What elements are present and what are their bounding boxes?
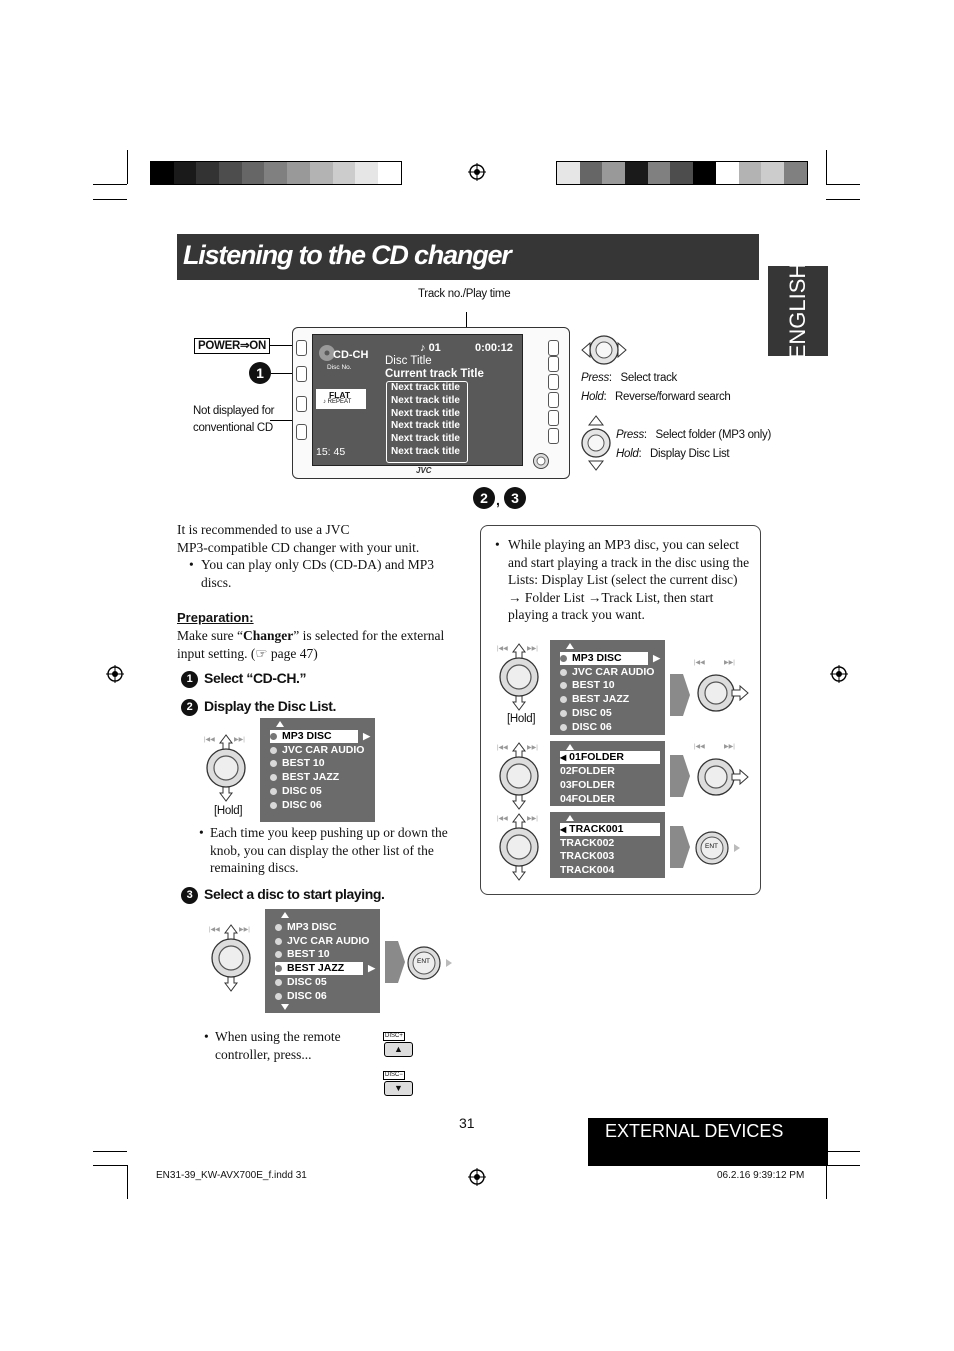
color-swatch bbox=[580, 162, 603, 184]
list-item[interactable] bbox=[270, 743, 365, 757]
page-title: Listening to the CD changer bbox=[183, 240, 511, 270]
side-button[interactable] bbox=[548, 428, 559, 444]
svg-text:▶▶|: ▶▶| bbox=[724, 744, 735, 750]
list-item[interactable] bbox=[560, 765, 660, 778]
color-swatch bbox=[174, 162, 197, 184]
list-item[interactable] bbox=[560, 850, 660, 863]
list-item-label: 03FOLDER bbox=[560, 778, 615, 791]
ent-label: ENT bbox=[705, 843, 718, 850]
side-button[interactable] bbox=[296, 424, 307, 440]
list-item[interactable] bbox=[275, 934, 370, 948]
list-item-label: DISC 05 bbox=[282, 784, 322, 797]
list-item-label: 01FOLDER bbox=[569, 751, 624, 763]
disc-icon bbox=[270, 760, 277, 767]
disc-icon bbox=[560, 669, 567, 676]
source-button[interactable] bbox=[296, 366, 307, 382]
knob2-press: Press: Select folder (MP3 only) bbox=[616, 429, 772, 441]
color-swatch bbox=[716, 162, 739, 184]
crop-mark bbox=[826, 199, 860, 200]
svg-text:▶▶|: ▶▶| bbox=[239, 927, 250, 933]
source-name: CD-CH bbox=[333, 349, 369, 361]
step-1-marker: 1 bbox=[249, 362, 271, 384]
disc-icon bbox=[270, 802, 277, 809]
list-item-label: BEST JAZZ bbox=[287, 962, 345, 975]
crop-mark bbox=[93, 1151, 127, 1152]
back-arrow-icon: ◀ bbox=[560, 753, 567, 762]
svg-text:▶▶|: ▶▶| bbox=[724, 660, 735, 666]
forward-arrow-icon: ▶ bbox=[368, 963, 375, 974]
language-tab-label: ENGLISH bbox=[785, 262, 810, 360]
svg-text:▶▶|: ▶▶| bbox=[527, 745, 538, 751]
list-item[interactable] bbox=[270, 771, 358, 784]
disc-no-label: Disc No. bbox=[327, 364, 352, 371]
registration-mark bbox=[830, 665, 848, 683]
knob1-press: Press: Select track bbox=[581, 372, 677, 384]
color-swatch bbox=[761, 162, 784, 184]
disc-list-panel bbox=[260, 718, 375, 822]
disc-title: Disc Title bbox=[385, 355, 432, 367]
list-item-label: JVC CAR AUDIO bbox=[282, 743, 365, 756]
list-item-label: JVC CAR AUDIO bbox=[572, 665, 655, 678]
next-track-title: Next track title bbox=[391, 382, 460, 393]
knob-step3[interactable] bbox=[205, 923, 257, 993]
step-3-marker: 3 bbox=[504, 487, 526, 509]
crop-mark bbox=[826, 150, 827, 184]
color-swatch bbox=[264, 162, 287, 184]
side-button[interactable] bbox=[548, 356, 559, 372]
knob-track[interactable] bbox=[493, 812, 545, 882]
step-3-heading: 3 Select a disc to start playing. bbox=[181, 886, 385, 904]
hold-knob-mp3[interactable] bbox=[493, 642, 545, 712]
list-item-label: BEST JAZZ bbox=[572, 693, 630, 706]
color-swatch bbox=[219, 162, 242, 184]
disc-down-label: DISC− bbox=[385, 1072, 403, 1078]
knob1-hold: Hold: Reverse/forward search bbox=[581, 391, 731, 403]
list-item[interactable] bbox=[560, 823, 660, 836]
list-item-label: JVC CAR AUDIO bbox=[287, 934, 370, 947]
arrow-right-icon: ⇒ bbox=[239, 340, 250, 352]
disc-icon bbox=[560, 696, 567, 703]
next-track-title: Next track title bbox=[391, 433, 460, 445]
crop-mark bbox=[93, 199, 127, 200]
svg-text:|◀◀: |◀◀ bbox=[209, 927, 220, 933]
preparation-label: Preparation: bbox=[177, 610, 254, 625]
arrow-right-icon bbox=[384, 940, 406, 984]
side-button[interactable] bbox=[548, 340, 559, 356]
arrow-right-icon bbox=[669, 673, 691, 717]
list-item[interactable] bbox=[275, 962, 375, 975]
list-item-label: TRACK002 bbox=[560, 836, 615, 849]
list-item[interactable] bbox=[270, 757, 358, 770]
svg-text:▶▶|: ▶▶| bbox=[234, 737, 245, 743]
knob-right-push-2[interactable] bbox=[692, 740, 750, 798]
list-item[interactable] bbox=[560, 779, 660, 792]
registration-mark bbox=[106, 665, 124, 683]
flat-badge: FLAT ♪ REPEAT bbox=[316, 389, 366, 409]
forward-arrow-icon: ▶ bbox=[363, 731, 370, 741]
ent-button-icon[interactable] bbox=[406, 943, 456, 983]
forward-arrow-icon: ▶ bbox=[653, 653, 660, 663]
not-displayed-note: Not displayed for conventional CD bbox=[193, 405, 275, 434]
scroll-up-icon bbox=[566, 643, 574, 649]
crop-mark bbox=[93, 184, 127, 185]
list-item[interactable] bbox=[560, 721, 648, 734]
color-swatch bbox=[151, 162, 174, 184]
mp3-note: • While playing an MP3 disc, you can select and start playing a track in the disc using the Lists: Display List (select the current disc) → Folder List →Track List, then start playing a track you want. bbox=[495, 537, 750, 622]
page-number: 31 bbox=[459, 1115, 475, 1131]
disc-icon bbox=[275, 965, 282, 972]
color-swatch bbox=[196, 162, 219, 184]
list-item[interactable] bbox=[560, 707, 648, 720]
disc-icon bbox=[275, 938, 282, 945]
side-button[interactable] bbox=[296, 396, 307, 412]
svg-text:|◀◀: |◀◀ bbox=[694, 660, 705, 666]
list-item-label: MP3 DISC bbox=[282, 730, 332, 742]
title-banner bbox=[177, 234, 759, 280]
color-bar-right bbox=[556, 161, 808, 185]
svg-text:|◀◀: |◀◀ bbox=[694, 744, 705, 750]
svg-text:▶▶|: ▶▶| bbox=[527, 646, 538, 652]
track-label: Track no./Play time bbox=[418, 288, 511, 300]
footer-file: EN31-39_KW-AVX700E_f.indd 31 bbox=[156, 1170, 307, 1181]
hold-knob-step2[interactable] bbox=[200, 733, 252, 803]
next-track-title: Next track title bbox=[391, 446, 460, 457]
folder-list-panel bbox=[550, 741, 665, 806]
color-swatch bbox=[242, 162, 265, 184]
registration-mark bbox=[468, 1168, 486, 1186]
step-2-heading: 2 Display the Disc List. bbox=[181, 698, 336, 716]
unit-knob[interactable] bbox=[532, 452, 550, 470]
step-separator: , bbox=[496, 492, 500, 508]
list-item[interactable] bbox=[560, 679, 648, 692]
list-item[interactable] bbox=[560, 652, 660, 665]
list-item[interactable] bbox=[560, 751, 660, 764]
power-button[interactable] bbox=[296, 340, 307, 356]
svg-text:▶▶|: ▶▶| bbox=[527, 816, 538, 822]
list-item[interactable] bbox=[560, 693, 648, 706]
list-item[interactable] bbox=[270, 730, 370, 743]
list-item[interactable] bbox=[275, 976, 363, 989]
svg-text:|◀◀: |◀◀ bbox=[497, 745, 508, 751]
disc-icon bbox=[275, 951, 282, 958]
language-tab bbox=[768, 262, 828, 360]
disc-icon bbox=[270, 747, 277, 754]
scroll-down-icon bbox=[281, 1004, 289, 1010]
control-knob-bottom[interactable] bbox=[578, 414, 614, 472]
color-swatch bbox=[784, 162, 807, 184]
list-item[interactable] bbox=[560, 837, 660, 850]
next-track-title: Next track title bbox=[391, 407, 460, 419]
disc-icon bbox=[560, 710, 567, 717]
crop-mark bbox=[826, 184, 860, 185]
intro-line-1: It is recommended to use a JVC bbox=[177, 522, 350, 537]
intro-line-2: MP3-compatible CD changer with your unit. bbox=[177, 540, 420, 555]
hold-label-mp3: [Hold] bbox=[507, 713, 536, 725]
disc-up-label: DISC+ bbox=[385, 1033, 403, 1039]
disc-icon bbox=[560, 724, 567, 731]
svg-text:|◀◀: |◀◀ bbox=[497, 646, 508, 652]
crop-mark bbox=[93, 1165, 127, 1166]
ent-button-icon[interactable] bbox=[694, 828, 744, 868]
disc-icon bbox=[275, 979, 282, 986]
knob2-hold: Hold: Display Disc List bbox=[616, 448, 730, 460]
list-item[interactable] bbox=[270, 785, 358, 798]
list-item[interactable] bbox=[275, 990, 363, 1003]
list-item-label: 02FOLDER bbox=[560, 764, 615, 777]
color-swatch bbox=[557, 162, 580, 184]
list-item-label: BEST 10 bbox=[572, 679, 615, 692]
ent-label: ENT bbox=[417, 958, 430, 965]
disc-icon bbox=[270, 733, 277, 740]
section-tab bbox=[588, 1118, 828, 1166]
mp3-disc-list-panel bbox=[550, 640, 665, 735]
track-list-panel bbox=[550, 812, 665, 878]
side-button[interactable] bbox=[548, 392, 559, 408]
list-item[interactable] bbox=[560, 864, 660, 877]
next-track-title: Next track title bbox=[391, 420, 460, 432]
step-2-marker: 2 bbox=[473, 487, 495, 509]
list-item-label: 04FOLDER bbox=[560, 792, 615, 805]
list-item-label: BEST 10 bbox=[282, 757, 325, 770]
power-text: POWER bbox=[198, 340, 240, 352]
step-1-heading: 1 Select “CD-CH.” bbox=[181, 670, 306, 688]
color-swatch bbox=[648, 162, 671, 184]
svg-text:|◀◀: |◀◀ bbox=[497, 816, 508, 822]
disc-icon bbox=[270, 774, 277, 781]
list-item[interactable] bbox=[275, 921, 363, 934]
hold-label: [Hold] bbox=[214, 805, 243, 817]
crop-mark bbox=[127, 1165, 128, 1199]
list-item-label: MP3 DISC bbox=[572, 652, 622, 664]
knob-folder[interactable] bbox=[493, 741, 545, 811]
footer-timestamp: 06.2.16 9:39:12 PM bbox=[717, 1170, 805, 1181]
disc-list-panel-select bbox=[265, 909, 380, 1013]
color-swatch bbox=[739, 162, 762, 184]
disc-icon bbox=[275, 924, 282, 931]
intro-bullet: • You can play only CDs (CD-DA) and MP3 discs. bbox=[189, 557, 435, 590]
arrow-right-icon bbox=[669, 754, 691, 798]
list-item-label: BEST 10 bbox=[287, 948, 330, 961]
list-item-label: DISC 06 bbox=[287, 989, 327, 1002]
crop-mark bbox=[826, 1165, 860, 1166]
color-swatch bbox=[378, 162, 401, 184]
current-track-title: Current track Title bbox=[385, 368, 484, 380]
crop-mark bbox=[826, 1165, 827, 1199]
section-tab-label: EXTERNAL DEVICES bbox=[605, 1121, 784, 1141]
color-bar-left bbox=[150, 161, 402, 185]
back-arrow-icon: ◀ bbox=[560, 825, 567, 834]
list-item[interactable] bbox=[270, 799, 358, 812]
disc-down-button[interactable]: ▼ bbox=[384, 1081, 413, 1096]
crop-mark bbox=[127, 150, 128, 184]
disc-icon bbox=[560, 682, 567, 689]
registration-mark bbox=[468, 163, 486, 181]
list-item-label: TRACK003 bbox=[560, 850, 615, 863]
crop-mark bbox=[826, 1151, 860, 1152]
color-swatch bbox=[693, 162, 716, 184]
disc-icon bbox=[560, 655, 567, 662]
list-item-label: DISC 06 bbox=[282, 798, 322, 811]
power-on-label bbox=[194, 338, 270, 354]
svg-text:|◀◀: |◀◀ bbox=[204, 737, 215, 743]
color-swatch bbox=[602, 162, 625, 184]
side-button[interactable] bbox=[548, 374, 559, 390]
preparation-text: Make sure “Changer” is selected for the external input setting. (☞ page 47) bbox=[177, 628, 445, 661]
list-item[interactable] bbox=[560, 665, 655, 679]
list-item-label: DISC 05 bbox=[572, 706, 612, 719]
next-track-title: Next track title bbox=[391, 394, 460, 406]
scroll-up-icon bbox=[281, 912, 289, 918]
scroll-up-icon bbox=[276, 721, 284, 727]
list-item-label: BEST JAZZ bbox=[282, 771, 340, 784]
color-swatch bbox=[310, 162, 333, 184]
list-item-label: DISC 05 bbox=[287, 975, 327, 988]
arrow-right-icon bbox=[669, 825, 691, 869]
brand-logo: JVC bbox=[416, 466, 432, 475]
color-swatch bbox=[355, 162, 378, 184]
side-button[interactable] bbox=[548, 410, 559, 426]
disc-icon bbox=[270, 788, 277, 795]
color-swatch bbox=[287, 162, 310, 184]
remote-note: • When using the remote controller, press... bbox=[204, 1029, 341, 1062]
on-text: ON bbox=[249, 340, 266, 352]
list-item-label: TRACK001 bbox=[569, 823, 624, 835]
list-item[interactable] bbox=[275, 948, 363, 961]
list-item-label: MP3 DISC bbox=[287, 921, 337, 933]
color-swatch bbox=[625, 162, 648, 184]
track-number: ♪ 01 bbox=[420, 342, 441, 354]
disc-up-button[interactable]: ▲ bbox=[384, 1042, 413, 1057]
list-item[interactable] bbox=[560, 793, 660, 806]
scroll-up-icon bbox=[566, 744, 574, 750]
disc-icon bbox=[275, 993, 282, 1000]
step2-note: • Each time you keep pushing up or down the knob, you can display the other list of the remaining discs. bbox=[199, 825, 448, 875]
knob-right-push[interactable] bbox=[692, 656, 750, 714]
clock: 15: 45 bbox=[316, 446, 346, 458]
color-swatch bbox=[670, 162, 693, 184]
list-item-label: TRACK004 bbox=[560, 864, 615, 877]
scroll-up-icon bbox=[566, 815, 574, 821]
color-swatch bbox=[333, 162, 356, 184]
list-item-label: DISC 06 bbox=[572, 720, 612, 733]
play-time: 0:00:12 bbox=[475, 342, 513, 354]
control-knob-top[interactable] bbox=[576, 330, 632, 370]
